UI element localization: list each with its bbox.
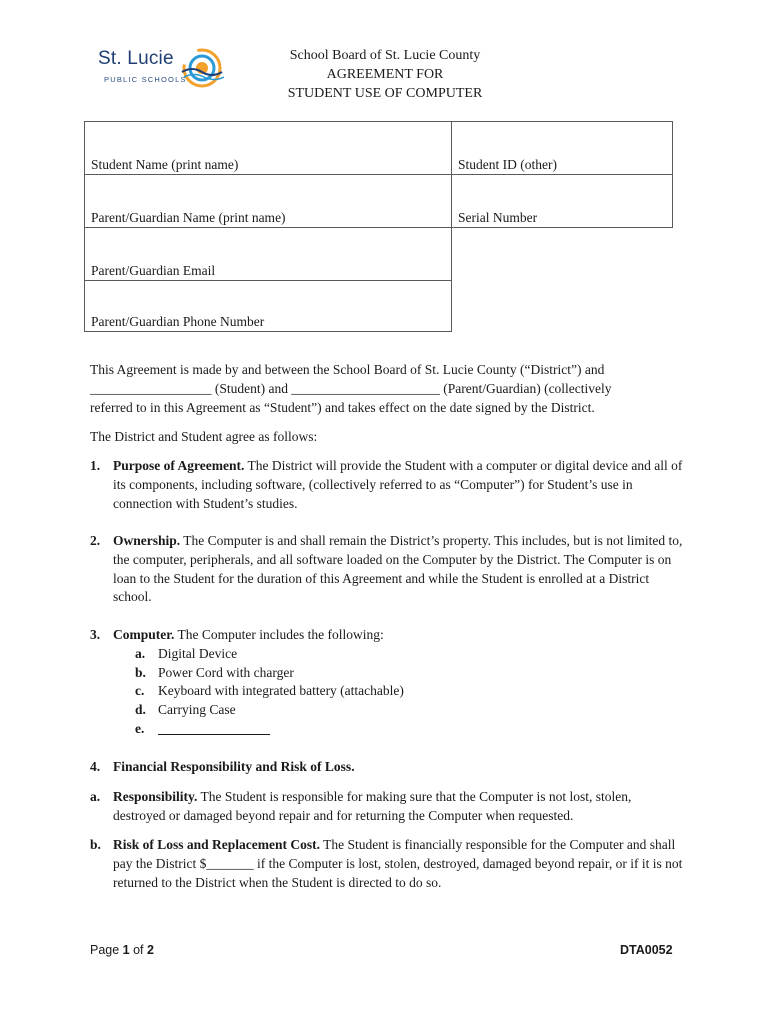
parent-name-field[interactable] (84, 174, 452, 228)
section-text: The Computer is and shall remain the District’s property. This includes, but is not limited to, the computer, peripherals, and all software loaded on the Computer by the District. The Computer is on loan to the Student for the duration of this Agreement and while the Student is enrolled at a District school. (113, 533, 683, 605)
section-title: Responsibility. (113, 789, 198, 804)
list-item (135, 720, 685, 739)
item-text: Digital Device (158, 645, 238, 661)
page-indicator (90, 943, 154, 957)
section-number: 1. (90, 458, 101, 473)
section-text: The Student is responsible for making sure that the Computer is not lost, stolen, destroyed or damaged beyond repair and for returning the Computer when requested. (113, 789, 632, 823)
document-code: DTA0052 (620, 943, 673, 957)
section-purpose (90, 457, 685, 513)
list-item (135, 664, 685, 683)
item-letter: b. (135, 664, 146, 680)
item-text: Keyboard with integrated battery (attachable) (158, 683, 404, 699)
section-title: Financial Responsibility and Risk of Loss. (113, 759, 355, 774)
section-text: The Computer includes the following: (174, 627, 384, 642)
page-prefix: Page (90, 943, 123, 957)
parent-phone-field[interactable] (84, 280, 452, 332)
agreement-statement (90, 428, 685, 447)
section-letter: a. (90, 789, 101, 804)
serial-number-field[interactable] (451, 174, 673, 228)
intro-line-3: referred to in this Agreement as “Student”) and takes effect on the date signed by the District. (90, 399, 595, 415)
student-name-label: Student Name (print name) (91, 157, 239, 172)
page-total: 2 (147, 943, 154, 957)
section-responsibility (90, 788, 685, 826)
intro-line-1: This Agreement is made by and between the School Board of St. Lucie County (“District”) and (90, 362, 605, 377)
school-logo (92, 44, 232, 94)
section-number: 2. (90, 533, 101, 548)
section-ownership (90, 532, 685, 607)
student-info-form (84, 121, 673, 332)
title-line-3: STUDENT USE OF COMPUTER (287, 86, 483, 101)
item-letter: c. (135, 683, 145, 699)
parent-name-label: Parent/Guardian Name (print name) (91, 210, 286, 225)
item-letter: d. (135, 702, 146, 718)
list-item (135, 682, 685, 701)
list-item (135, 701, 685, 720)
list-item (135, 645, 685, 664)
title-line-2: AGREEMENT FOR (326, 67, 444, 82)
item-text: Power Cord with charger (158, 664, 294, 680)
parent-email-field[interactable] (84, 227, 452, 281)
agree-text: The District and Student agree as follows: (90, 429, 318, 444)
intro-paragraph (90, 361, 685, 417)
section-title: Ownership. (113, 533, 181, 548)
student-id-label: Student ID (other) (458, 157, 557, 172)
serial-number-label: Serial Number (458, 210, 538, 225)
parent-phone-label: Parent/Guardian Phone Number (91, 314, 265, 329)
section-number: 3. (90, 627, 101, 642)
page-number: 1 (122, 943, 130, 957)
item-text: Carrying Case (158, 702, 236, 718)
section-financial (90, 758, 685, 777)
parent-email-label: Parent/Guardian Email (91, 263, 216, 278)
section-title: Risk of Loss and Replacement Cost. (113, 837, 321, 852)
intro-line-2: __________________ (Student) and ______________________ (Parent/Guardian) (collectively (90, 380, 612, 396)
student-name-field[interactable] (84, 121, 452, 175)
section-text: The District will provide the Student with a computer or digital device and all of its components, including software, (collectively referred to as “Computer”) for Student’s use in connection with Student’s studies. (113, 458, 683, 511)
section-letter: b. (90, 837, 101, 852)
title-line-1: School Board of St. Lucie County (289, 48, 481, 63)
logo-name: St. Lucie (98, 48, 174, 69)
sun-wave-logo-icon (180, 46, 224, 90)
section-title: Computer. (113, 627, 175, 642)
item-letter: a. (135, 645, 146, 661)
section-text: The Student is financially responsible for the Computer and shall pay the District $_______ if the Computer is lost, stolen, destroyed, damaged beyond repair, or if it is not returned to the District when the Student is directed to do so. (113, 837, 683, 890)
blank-fill-line[interactable] (158, 720, 270, 735)
section-title: Purpose of Agreement. (113, 458, 245, 473)
section-number: 4. (90, 759, 101, 774)
computer-items-list (90, 645, 685, 739)
section-risk-of-loss (90, 836, 685, 892)
section-computer (90, 626, 685, 739)
student-id-field[interactable] (451, 121, 673, 175)
document-title (250, 46, 520, 103)
item-letter: e. (135, 720, 145, 736)
page-of: of (129, 943, 147, 957)
logo-subtitle: PUBLIC SCHOOLS (104, 75, 187, 84)
